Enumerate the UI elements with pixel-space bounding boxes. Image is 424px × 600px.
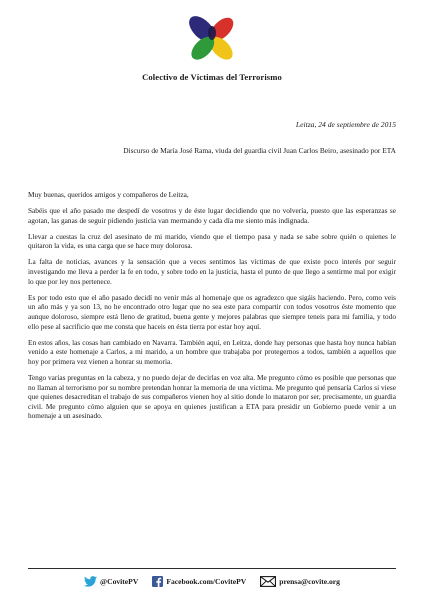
contact-footer bbox=[28, 568, 396, 590]
speech-title: Discurso de María José Rama, viuda del guardia civil Juan Carlos Beiro, asesinado por ETA bbox=[123, 146, 396, 155]
twitter-bird-icon bbox=[84, 576, 97, 587]
press-email: prensa@covite.org bbox=[279, 576, 340, 586]
facebook-url: Facebook.com/CovitePV bbox=[166, 576, 247, 586]
paragraph: La falta de noticias, avances y la sensación que a veces sentimos las víctimas de que existe poco interés por seguir investigando me lleva a perder la fe en todo, y sobre todo en la justicia, hasta el punto de que llego a sentirme mal por exigir lo que por ley nos pertenece. bbox=[28, 257, 396, 286]
twitter-contact[interactable] bbox=[84, 576, 138, 587]
document-date: Leitza, 24 de septiembre de 2015 bbox=[295, 120, 396, 129]
paragraph: Tengo varias preguntas en la cabeza, y no puedo dejar de decirlas en voz alta. Me pregunto cómo es posible que personas que no llaman al terrorismo por su nombre pretendan honrar la memoria de una víctima. Me pregunto qué pensaría Carlos si viese que quienes desacreditan el trabajo de sus compañeros vienen hoy al sitio donde lo mataron por ser, precisamente, un guardia civil. Me pregunto cómo alguien que se apoya en quienes justifican a ETA para presidir un Gobierno puede venir a un homenaje a un asesinado. bbox=[28, 372, 396, 421]
paragraph: Llevar a cuestas la cruz del asesinato de mi marido, viendo que el tiempo pasa y nada se sabe sobre quién o quienes le quitaron la vida, es una carga que se hace muy dolorosa. bbox=[28, 231, 396, 251]
twitter-handle: @CovitePV bbox=[100, 576, 139, 586]
paragraph: Es por todo esto que el año pasado decidí no venir más al homenaje que os agradezco que sigáis haciendo. Pero, como veis un año más y ya son 13, no he encontrado otro lugar que no sea este para compartir con todos vosotros éste momento que aunque doloroso, siempre está lleno de gratitud, buena gente y mejores palabras que siempre teneis para mi familia, y todo ello pese al sacrificio que me consta que haceis en ésta tierra por estar hoy aquí. bbox=[28, 292, 396, 331]
envelope-icon bbox=[260, 576, 276, 587]
covite-logo-icon bbox=[182, 10, 242, 68]
paragraph: Sabéis que el año pasado me despedí de vosotros y de éste lugar decidiendo que no volvería, puesto que las esperanzas se agotan, las ganas de seguir pidiendo justicia van mermando y cada día me siento más indignada. bbox=[28, 206, 396, 225]
paragraph: En estos años, las cosas han cambiado en Navarra. También aquí, en Leitza, donde hay personas que hasta hoy nunca habían venido a este homenaje a Carlos, a mi marido, a un hombre que trabajaba por protegernos a todos, también a aquellos que hoy por primera vez vienen a honrar su memoria. bbox=[28, 337, 396, 366]
speech-body bbox=[28, 190, 396, 427]
facebook-contact[interactable] bbox=[152, 576, 246, 587]
organization-name: Colectivo de Víctimas del Terrorismo bbox=[142, 72, 282, 82]
email-contact[interactable] bbox=[260, 576, 340, 587]
facebook-icon bbox=[152, 576, 163, 587]
paragraph-greeting: Muy buenas, queridos amigos y compañeros de Leitza, bbox=[28, 190, 189, 199]
logo bbox=[0, 10, 424, 73]
